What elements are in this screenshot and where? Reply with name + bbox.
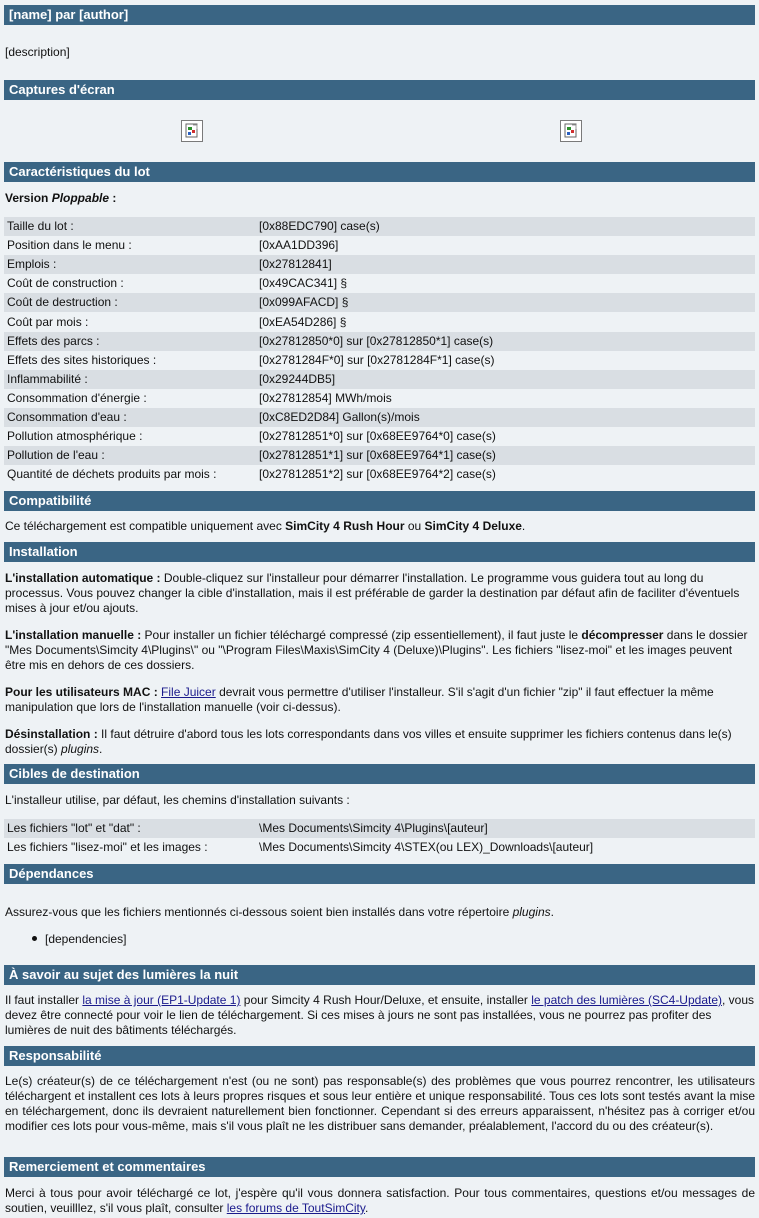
section-header-thanks: Remerciement et commentaires — [4, 1157, 755, 1177]
row-label: Position dans le menu : — [7, 238, 132, 252]
row-value: [0xAA1DD396] — [259, 238, 339, 252]
targets-intro: L'installeur utilise, par défaut, les chemins d'installation suivants : — [5, 793, 350, 807]
install-mac-paragraph — [5, 685, 755, 715]
row-label: Coût de construction : — [7, 276, 124, 290]
night-t3: , vous devez être connecté pour voir le lien de téléchargement. Si ces mises à jours ne sont pas installées, vous ne pourrez pas profiter des lumières de nuit des bâtiments téléchargés. — [5, 993, 755, 1037]
row-value: [0x27812851*0] sur [0x68EE9764*0] case(s) — [259, 429, 496, 443]
row-label: Effets des parcs : — [7, 334, 100, 348]
install-manual-pre: Pour installer un fichier téléchargé compressé (zip essentiellement), il faut juste le — [141, 628, 582, 642]
row-value: [0xEA54D286] § — [259, 315, 347, 329]
compat-mid: ou — [404, 519, 425, 533]
row-label: Pollution de l'eau : — [7, 448, 105, 462]
table-row — [4, 819, 755, 838]
table-row — [4, 255, 755, 274]
night-t2: pour Simcity 4 Rush Hour/Deluxe, et ensuite, installer — [240, 993, 532, 1007]
table-row — [4, 427, 755, 446]
version-label: Version — [5, 191, 52, 205]
row-value: [0x88EDC790] case(s) — [259, 219, 380, 233]
table-row — [4, 838, 755, 857]
section-header-dependencies: Dépendances — [4, 864, 755, 884]
ep1-update-link[interactable]: la mise à jour (EP1-Update 1) — [82, 993, 241, 1007]
description-text: [description] — [5, 45, 70, 59]
row-value: [0x29244DB5] — [259, 372, 336, 386]
row-label: Effets des sites historiques : — [7, 353, 157, 367]
row-label: Coût de destruction : — [7, 295, 118, 309]
row-value: [0x27812854] MWh/mois — [259, 391, 392, 405]
row-value: [0x27812851*2] sur [0x68EE9764*2] case(s) — [259, 467, 496, 481]
table-row — [4, 332, 755, 351]
row-value: [0x27812841] — [259, 257, 332, 271]
table-row — [4, 293, 755, 312]
install-mac-text: devrait vous permettre d'utiliser l'installeur. S'il s'agit d'un fichier "zip" il faut effectuer la même manipulation que lors de l'installation manuelle (voir ci-dessus). — [5, 685, 714, 714]
lights-patch-link[interactable]: le patch des lumières (SC4-Update) — [531, 993, 723, 1007]
table-row — [4, 446, 755, 465]
install-auto-label: L'installation automatique : — [5, 571, 161, 585]
row-label: Coût par mois : — [7, 315, 89, 329]
version-value: Ploppable — [51, 191, 110, 205]
row-value: [0x099AFACD] § — [259, 295, 349, 309]
section-header-characteristics: Caractéristiques du lot — [4, 162, 755, 182]
table-row — [4, 465, 755, 484]
row-label: Consommation d'eau : — [7, 410, 127, 424]
table-row — [4, 370, 755, 389]
broken-image-icon[interactable] — [181, 120, 203, 142]
forum-link[interactable]: les forums de ToutSimCity — [226, 1201, 366, 1215]
row-value: [0xC8ED2D84] Gallon(s)/mois — [259, 410, 420, 424]
section-header-installation: Installation — [4, 542, 755, 562]
uninstall-label: Désinstallation : — [5, 727, 98, 741]
uninstall-text: Il faut détruire d'abord tous les lots correspondants dans vos villes et ensuite supprimer les fichiers contenus dans le(s) dossier(s) — [5, 727, 732, 756]
table-row — [4, 351, 755, 370]
uninstall-em: plugins — [61, 742, 100, 756]
thanks-text: Merci à tous pour avoir téléchargé ce lot, j'espère qu'il vous donnera satisfaction. Pour tous commentaires, questions et/ou messages de soutien, veuilllez, s'il vous plaît, consulter — [5, 1186, 755, 1215]
row-label: Consommation d'énergie : — [7, 391, 147, 405]
row-value: [0x2781284F*0] sur [0x2781284F*1] case(s) — [259, 353, 495, 367]
row-label: Taille du lot : — [7, 219, 74, 233]
broken-image-icon[interactable] — [560, 120, 582, 142]
responsibility-text: Le(s) créateur(s) de ce téléchargement n'est (ou ne sont) pas responsable(s) des problèmes que vous pourrez rencontrer, les utilisateurs téléchargent et installent ces lots à leurs propres risques et sous leur entière et unique responsabilité. Tous ces lots sont testés avant la mise en téléchargement, donc ils devraient naturellement bien fonctionner. Cependant si des erreurs apparaissent, n'hésitez pas à corriger et/ou modifier ces lots pour vous-même, mais s'il vous plaît ne les distribuer sans demander, préalablement, l'accord du ou des créateur(s). — [5, 1074, 755, 1133]
row-label: Les fichiers "lot" et "dat" : — [7, 821, 141, 835]
uninstall-paragraph — [5, 727, 755, 757]
table-row — [4, 389, 755, 408]
compatibility-text — [5, 519, 755, 534]
version-line — [5, 191, 755, 206]
row-label: Les fichiers "lisez-moi" et les images : — [7, 840, 208, 854]
install-manual-post: dans le dossier "Mes Documents\Simcity 4\Plugins\" ou "\Program Files\Maxis\SimCity 4 (Deluxe)\Plugins". Les fichiers "lisez-moi" et les images peuvent être mis en dehors de ces dossiers. — [5, 628, 748, 672]
deps-intro — [5, 905, 755, 920]
row-label: Pollution atmosphérique : — [7, 429, 143, 443]
row-value: \Mes Documents\Simcity 4\STEX(ou LEX)_Downloads\[auteur] — [259, 840, 594, 854]
bullet-dot — [32, 936, 37, 941]
section-header-responsibility: Responsabilité — [4, 1046, 755, 1066]
deps-intro-end: . — [550, 905, 554, 919]
section-header-screenshots: Captures d'écran — [4, 80, 755, 100]
compat-pre: Ce téléchargement est compatible uniquement avec — [5, 519, 286, 533]
install-manual-label: L'installation manuelle : — [5, 628, 142, 642]
install-auto-paragraph — [5, 571, 755, 616]
table-row — [4, 313, 755, 332]
section-header-night-lights: À savoir au sujet des lumières la nuit — [4, 965, 755, 985]
compat-post: . — [521, 519, 526, 533]
deps-item: [dependencies] — [45, 932, 127, 946]
row-value: [0x49CAC341] § — [259, 276, 348, 290]
row-value: \Mes Documents\Simcity 4\Plugins\[auteur] — [259, 821, 488, 835]
row-label: Inflammabilité : — [7, 372, 88, 386]
file-juicer-link[interactable]: File Juicer — [161, 685, 216, 699]
install-mac-label: Pour les utilisateurs MAC : — [5, 685, 158, 699]
deps-intro-text: Assurez-vous que les fichiers mentionnés ci-dessous soient bien installés dans votre répertoire — [5, 905, 513, 919]
install-auto-text: Double-cliquez sur l'installeur pour démarrer l'installation. Le programme vous guidera tout au long du processus. Vous pouvez changer la cible d'installation, mais il est préférable de garder la destination par défaut afin de faciliter d'éventuels mises à jour et/ou ajouts. — [5, 571, 740, 615]
uninstall-end: . — [99, 742, 103, 756]
install-manual-paragraph — [5, 628, 755, 673]
row-value: [0x27812850*0] sur [0x27812850*1] case(s) — [259, 334, 494, 348]
table-row — [4, 217, 755, 236]
thanks-paragraph — [5, 1186, 755, 1216]
version-suffix: : — [109, 191, 117, 205]
table-row — [4, 236, 755, 255]
section-header-compatibility: Compatibilité — [4, 491, 755, 511]
deps-intro-em: plugins — [512, 905, 551, 919]
install-manual-bold: décompresser — [581, 628, 664, 642]
row-label: Quantité de déchets produits par mois : — [7, 467, 217, 481]
table-row — [4, 274, 755, 293]
night-t1: Il faut installer — [5, 993, 83, 1007]
row-label: Emplois : — [7, 257, 57, 271]
compat-product-1: SimCity 4 Rush Hour — [285, 519, 405, 533]
section-header-targets: Cibles de destination — [4, 764, 755, 784]
page-title: [name] par [author] — [4, 5, 755, 25]
row-value: [0x27812851*1] sur [0x68EE9764*1] case(s) — [259, 448, 496, 462]
compat-product-2: SimCity 4 Deluxe — [424, 519, 522, 533]
night-paragraph — [5, 993, 755, 1038]
table-row — [4, 408, 755, 427]
thanks-end: . — [365, 1201, 369, 1215]
